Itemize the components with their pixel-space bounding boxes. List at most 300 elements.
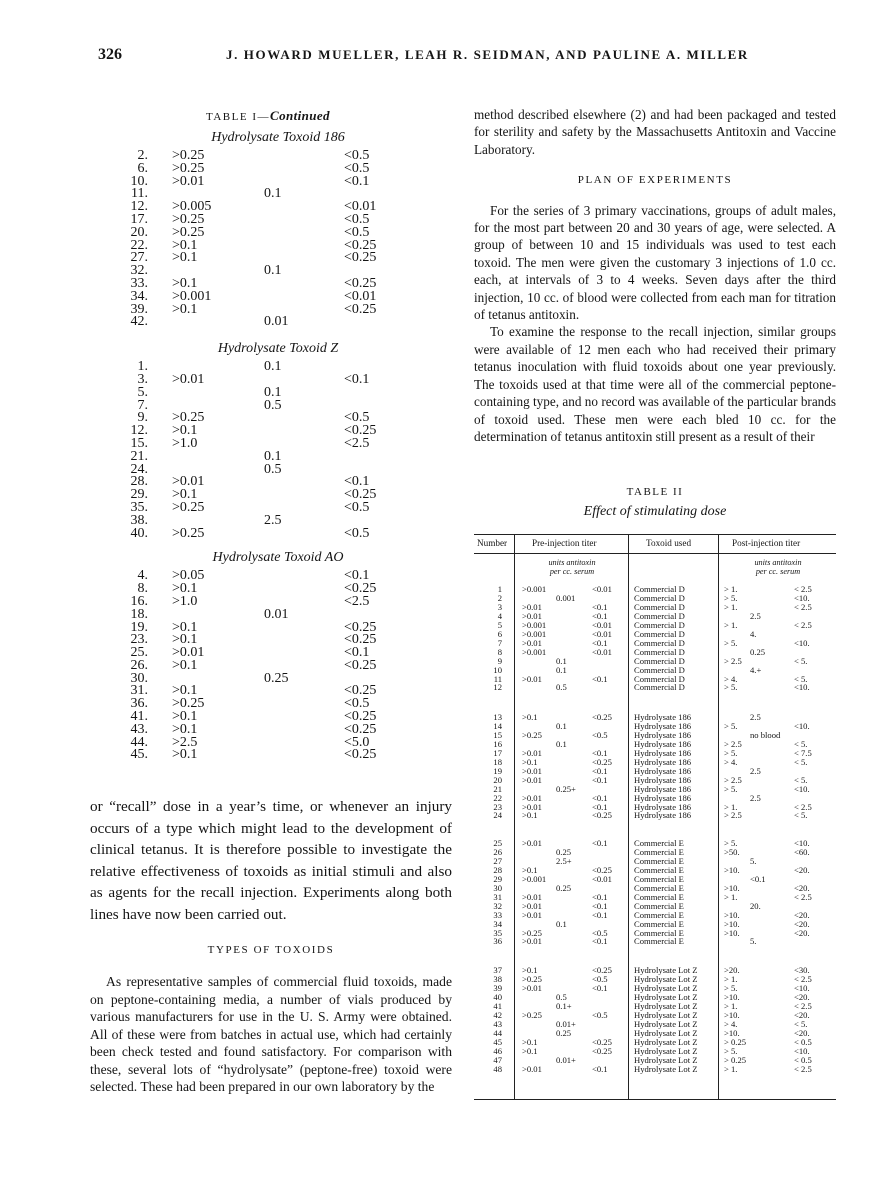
table-rule-header — [474, 553, 836, 554]
cell-post: <0.25 — [344, 581, 377, 597]
units-label-pre: units antitoxin per cc. serum — [548, 558, 596, 576]
cell-pre: >0.1 — [172, 301, 198, 317]
cell-pre: >0.1 — [172, 423, 198, 439]
cell-t: Hydrolysate 186 — [634, 792, 692, 803]
cell-n: 5 — [497, 619, 502, 630]
cell-num: 17. — [130, 211, 148, 227]
cell-p1: >0.01 — [522, 610, 542, 621]
table-row — [128, 384, 388, 400]
cell-q1: > 1. — [724, 801, 738, 812]
cell-t: Hydrolysate Lot Z — [634, 1054, 698, 1065]
cell-q3: < 5. — [794, 673, 808, 684]
cell-p3: <0.25 — [592, 810, 612, 821]
cell-q3: < 2.5 — [794, 619, 812, 630]
cell-t: Hydrolysate Lot Z — [634, 1018, 698, 1029]
cell-n: 14 — [493, 720, 502, 731]
cell-t: Commercial D — [634, 584, 685, 594]
table-row — [474, 1056, 836, 1065]
cell-pre: >1.0 — [172, 435, 198, 451]
cell-n: 36 — [493, 936, 502, 947]
cell-p1: >0.1 — [522, 712, 538, 722]
cell-p3: <0.1 — [592, 610, 608, 621]
cell-n: 11 — [493, 673, 502, 684]
cell-q3: < 5. — [794, 774, 808, 785]
cell-q1: > 4. — [724, 673, 738, 684]
cell-num: 5. — [137, 384, 148, 400]
cell-pre: >0.25 — [172, 211, 205, 227]
cell-q1: >10. — [724, 991, 740, 1002]
cell-num: 25. — [130, 645, 148, 661]
cell-n: 44 — [493, 1027, 502, 1038]
cell-p3: <0.01 — [592, 619, 612, 630]
cell-pre: >0.25 — [172, 148, 205, 163]
cell-p1: >0.001 — [522, 873, 547, 884]
cell-post: <0.01 — [344, 199, 377, 215]
table-row — [474, 767, 836, 776]
cell-q3: <10. — [794, 682, 810, 693]
cell-pre: >0.1 — [172, 581, 198, 597]
cell-q2: 0.25 — [750, 646, 766, 657]
cell-t: Commercial D — [634, 673, 685, 684]
cell-num: 43. — [130, 721, 148, 737]
cell-t: Hydrolysate Lot Z — [634, 1000, 698, 1011]
cell-n: 16 — [493, 738, 502, 749]
cell-t: Commercial D — [634, 601, 685, 612]
cell-p1: >0.1 — [522, 864, 538, 875]
cell-post: <0.5 — [344, 499, 370, 515]
cell-t: Hydrolysate 186 — [634, 738, 692, 749]
cell-p1: >0.01 — [522, 637, 542, 648]
cell-n: 17 — [493, 747, 502, 758]
cell-q2: no blood — [750, 729, 781, 740]
table-row — [128, 301, 388, 317]
cell-pre: >0.1 — [172, 709, 198, 725]
cell-p1: >0.25 — [522, 973, 542, 984]
left-column-text — [90, 796, 452, 1096]
cell-num: 39. — [130, 301, 148, 317]
cell-pre: >0.25 — [172, 696, 205, 712]
cell-p2: 0.1 — [556, 918, 567, 929]
cell-q1: > 1. — [724, 601, 738, 612]
cell-p3: <0.25 — [592, 1045, 612, 1056]
cell-q1: >10. — [724, 1009, 740, 1020]
cell-p1: >0.01 — [522, 601, 542, 612]
cell-q1: >10. — [724, 864, 740, 875]
cell-n: 4 — [497, 610, 502, 621]
cell-t: Hydrolysate 186 — [634, 756, 692, 767]
cell-pre: >0.1 — [172, 683, 198, 699]
cell-n: 18 — [493, 756, 502, 767]
cell-pre: >0.1 — [172, 721, 198, 737]
cell-q1: > 0.25 — [724, 1036, 747, 1047]
cell-q1: > 5. — [724, 982, 738, 993]
cell-t: Hydrolysate 186 — [634, 765, 692, 776]
cell-n: 1 — [497, 584, 502, 594]
cell-p3: <0.25 — [592, 864, 612, 875]
cell-post: <0.1 — [344, 645, 370, 661]
table-row — [474, 920, 836, 929]
column-header-pre-injection: Pre-injection titer — [532, 538, 597, 548]
cell-q1: >10. — [724, 882, 740, 893]
cell-q1: > 1. — [724, 1000, 738, 1011]
cell-q3: <10. — [794, 783, 810, 794]
cell-p3: <0.5 — [592, 973, 608, 984]
table-row — [474, 639, 836, 648]
cell-q1: >20. — [724, 965, 740, 975]
cell-pre: >0.25 — [172, 224, 205, 240]
table-row — [474, 683, 836, 692]
cell-p2: 0.1 — [556, 720, 567, 731]
cell-p2: 0.1+ — [556, 1000, 572, 1011]
cell-num: 41. — [130, 709, 148, 725]
cell-n: 48 — [493, 1063, 502, 1074]
cell-q3: <60. — [794, 846, 810, 857]
cell-q3: < 2.5 — [794, 1000, 812, 1011]
cell-p3: <0.1 — [592, 900, 608, 911]
cell-p3: <0.1 — [592, 891, 608, 902]
cell-p1: >0.01 — [522, 792, 542, 803]
cell-p3: <0.25 — [592, 965, 612, 975]
cell-t: Commercial D — [634, 646, 685, 657]
cell-p1: >0.1 — [522, 965, 538, 975]
cell-pre: >0.01 — [172, 474, 205, 490]
cell-pre: >0.001 — [172, 288, 212, 304]
cell-q2: 5. — [750, 936, 757, 947]
cell-t: Commercial E — [634, 873, 684, 884]
table-row — [128, 316, 388, 329]
cell-p2: 0.1 — [556, 738, 567, 749]
cell-post: <0.5 — [344, 410, 370, 426]
cell-p3: <0.1 — [592, 673, 608, 684]
cell-mid: 0.1 — [264, 359, 282, 375]
table-row — [128, 435, 388, 451]
cell-p2: 0.01+ — [556, 1018, 576, 1029]
cell-p2: 0.25 — [556, 846, 572, 857]
cell-mid: 0.1 — [264, 448, 282, 464]
cell-t: Hydrolysate Lot Z — [634, 1063, 698, 1074]
cell-num: 24. — [130, 461, 148, 477]
cell-post: <0.25 — [344, 237, 377, 253]
cell-t: Hydrolysate Lot Z — [634, 973, 698, 984]
cell-p1: >0.01 — [522, 936, 542, 947]
cell-n: 27 — [493, 855, 502, 866]
cell-q3: < 5. — [794, 756, 808, 767]
cell-q1: > 5. — [724, 1045, 738, 1056]
cell-q1: > 1. — [724, 1063, 738, 1074]
cell-p1: >0.25 — [522, 927, 542, 938]
cell-t: Commercial E — [634, 891, 684, 902]
cell-post: <0.25 — [344, 632, 377, 648]
table-row — [474, 657, 836, 666]
table-row — [128, 525, 388, 541]
cell-p2: 0.01+ — [556, 1054, 576, 1065]
cell-t: Commercial E — [634, 838, 684, 848]
cell-n: 46 — [493, 1045, 502, 1056]
cell-n: 42 — [493, 1009, 502, 1020]
body-paragraph: method described elsewhere (2) and had been packaged and tested for sterility and safety by the Massachusetts Antitoxin and Vaccine Laboratory. — [474, 107, 836, 157]
cell-n: 22 — [493, 792, 502, 803]
cell-n: 19 — [493, 765, 502, 776]
cell-q1: > 5. — [724, 720, 738, 731]
cell-p2: 0.1 — [556, 664, 567, 675]
cell-q3: < 2.5 — [794, 801, 812, 812]
cell-n: 2 — [497, 593, 502, 603]
table-row — [474, 1029, 836, 1038]
cell-mid: 0.01 — [264, 606, 289, 622]
cell-n: 29 — [493, 873, 502, 884]
cell-n: 32 — [493, 900, 502, 911]
cell-t: Commercial E — [634, 855, 684, 866]
table-1-group-title: Hydrolysate Toxoid Z — [217, 341, 339, 357]
cell-pre: >2.5 — [172, 734, 198, 750]
cell-pre: >0.1 — [172, 237, 198, 253]
table-row — [474, 776, 836, 785]
cell-p1: >0.1 — [522, 756, 538, 767]
cell-num: 1. — [137, 359, 148, 375]
cell-mid: 0.5 — [264, 397, 282, 413]
table-2 — [474, 534, 836, 1104]
cell-num: 7. — [137, 397, 148, 413]
cell-q3: <20. — [794, 991, 810, 1002]
cell-p1: >0.01 — [522, 673, 542, 684]
cell-post: <0.01 — [344, 288, 377, 304]
table-rule-bottom — [474, 1099, 836, 1100]
cell-post: <0.25 — [344, 301, 377, 317]
cell-post: <2.5 — [344, 435, 370, 451]
table-row — [128, 657, 388, 673]
cell-p3: <0.01 — [592, 873, 612, 884]
cell-num: 28. — [130, 474, 148, 490]
cell-pre: >0.01 — [172, 645, 205, 661]
cell-n: 6 — [497, 628, 502, 639]
cell-t: Commercial E — [634, 909, 684, 920]
table-row — [474, 893, 836, 902]
cell-post: <0.5 — [344, 148, 370, 163]
cell-num: 33. — [130, 275, 148, 291]
table-row — [474, 785, 836, 794]
table-row — [128, 499, 388, 515]
table-row — [474, 1038, 836, 1047]
cell-num: 18. — [130, 606, 148, 622]
cell-t: Hydrolysate 186 — [634, 783, 692, 794]
cell-n: 10 — [493, 664, 502, 675]
cell-pre: >0.25 — [172, 160, 205, 176]
column-header-post-injection: Post-injection titer — [732, 538, 801, 548]
cell-t: Hydrolysate 186 — [634, 712, 692, 722]
cell-p3: <0.1 — [592, 765, 608, 776]
cell-q1: >10. — [724, 918, 740, 929]
cell-mid: 0.25 — [264, 670, 289, 686]
cell-p1: >0.01 — [522, 747, 542, 758]
cell-n: 23 — [493, 801, 502, 812]
cell-n: 41 — [493, 1000, 502, 1011]
cell-q3: <10. — [794, 720, 810, 731]
body-paragraph: or “recall” dose in a year’s time, or whenever an injury occurs of a type which might lead to the development of clinical tetanus. It is therefore possible to investigate the relative effectiveness of toxoids as initial stimuli and also as agents for the recall injection. Experiments along both lines have now been carried out. — [90, 798, 452, 923]
cell-t: Hydrolysate 186 — [634, 720, 692, 731]
cell-n: 26 — [493, 846, 502, 857]
cell-q1: > 5. — [724, 838, 738, 848]
cell-post: <0.25 — [344, 683, 377, 699]
cell-n: 35 — [493, 927, 502, 938]
cell-t: Hydrolysate 186 — [634, 774, 692, 785]
cell-num: 11. — [131, 186, 148, 202]
cell-num: 35. — [130, 499, 148, 515]
cell-q2: 4. — [750, 628, 757, 639]
cell-pre: >0.1 — [172, 250, 198, 266]
cell-post: <0.5 — [344, 160, 370, 176]
cell-t: Commercial E — [634, 846, 684, 857]
cell-n: 25 — [493, 838, 502, 848]
cell-q1: > 4. — [724, 756, 738, 767]
cell-p3: <0.1 — [592, 1063, 608, 1074]
cell-num: 40. — [130, 525, 148, 541]
cell-mid: 0.01 — [264, 314, 289, 330]
cell-p3: <0.5 — [592, 1009, 608, 1020]
cell-post: <0.25 — [344, 721, 377, 737]
cell-q1: > 1. — [724, 973, 738, 984]
cell-post: <0.25 — [344, 487, 377, 503]
cell-t: Hydrolysate 186 — [634, 810, 692, 821]
cell-q1: > 5. — [724, 682, 738, 693]
cell-n: 37 — [493, 965, 502, 975]
cell-t: Commercial E — [634, 927, 684, 938]
cell-post: <0.1 — [344, 371, 370, 387]
table-row — [474, 937, 836, 946]
cell-q2: 2.5 — [750, 792, 761, 803]
cell-q2: <0.1 — [750, 873, 766, 884]
cell-num: 22. — [130, 237, 148, 253]
cell-pre: >1.0 — [172, 593, 198, 609]
cell-q3: < 5. — [794, 738, 808, 749]
cell-q3: < 7.5 — [794, 747, 812, 758]
cell-q1: > 5. — [724, 593, 738, 603]
cell-t: Commercial E — [634, 882, 684, 893]
cell-t: Commercial D — [634, 619, 685, 630]
table-row — [128, 448, 388, 464]
cell-num: 27. — [130, 250, 148, 266]
cell-post: <0.5 — [344, 696, 370, 712]
cell-q1: > 4. — [724, 1018, 738, 1029]
cell-n: 28 — [493, 864, 502, 875]
cell-t: Hydrolysate Lot Z — [634, 1036, 698, 1047]
table-row — [474, 1047, 836, 1056]
cell-n: 3 — [497, 601, 502, 612]
running-head-authors: J. HOWARD MUELLER, LEAH R. SEIDMAN, AND PAULINE A. MILLER — [226, 47, 749, 62]
table-row — [128, 593, 388, 609]
cell-n: 24 — [493, 810, 502, 821]
cell-q2: 2.5 — [750, 765, 761, 776]
cell-p1: >0.01 — [522, 909, 542, 920]
cell-q3: < 2.5 — [794, 601, 812, 612]
cell-num: 4. — [137, 568, 148, 584]
cell-n: 45 — [493, 1036, 502, 1047]
cell-q1: > 2.5 — [724, 810, 742, 821]
cell-p3: <0.01 — [592, 628, 612, 639]
cell-post: <0.1 — [344, 474, 370, 490]
cell-n: 21 — [493, 783, 502, 794]
cell-num: 12. — [130, 423, 148, 439]
cell-n: 31 — [493, 891, 502, 902]
cell-p1: >0.001 — [522, 628, 547, 639]
cell-p1: >0.1 — [522, 1045, 538, 1056]
cell-num: 30. — [130, 670, 148, 686]
cell-q2: 4.+ — [750, 664, 762, 675]
cell-p3: <0.1 — [592, 838, 608, 848]
cell-p1: >0.001 — [522, 584, 547, 594]
table-1-group-title: Hydrolysate Toxoid 186 — [211, 130, 345, 145]
column-header-toxoid: Toxoid used — [646, 538, 692, 548]
cell-p2: 0.001 — [556, 593, 576, 603]
table-row — [128, 173, 388, 189]
cell-num: 23. — [130, 632, 148, 648]
table-row — [128, 371, 388, 387]
cell-p2: 0.1 — [556, 655, 567, 666]
cell-p3: <0.1 — [592, 801, 608, 812]
cell-q3: <10. — [794, 982, 810, 993]
cell-pre: >0.25 — [172, 499, 205, 515]
cell-p3: <0.1 — [592, 601, 608, 612]
cell-p3: <0.5 — [592, 729, 608, 740]
page-number: 326 — [98, 46, 122, 63]
cell-post: <0.25 — [344, 657, 377, 673]
cell-q3: <10. — [794, 637, 810, 648]
cell-p3: <0.1 — [592, 982, 608, 993]
cell-num: 6. — [137, 160, 148, 176]
table-1-title: TABLE I—Continued — [206, 108, 330, 123]
cell-q3: <20. — [794, 1009, 810, 1020]
cell-post: <0.1 — [344, 568, 370, 584]
cell-p1: >0.25 — [522, 1009, 542, 1020]
cell-t: Hydrolysate Lot Z — [634, 982, 698, 993]
cell-q3: < 0.5 — [794, 1054, 812, 1065]
cell-p2: 2.5+ — [556, 855, 572, 866]
cell-q1: > 2.5 — [724, 655, 742, 666]
cell-pre: >0.25 — [172, 410, 205, 426]
cell-num: 26. — [130, 657, 148, 673]
cell-q3: < 5. — [794, 1018, 808, 1029]
cell-t: Hydrolysate 186 — [634, 801, 692, 812]
cell-num: 38. — [130, 512, 148, 528]
table-row — [474, 1020, 836, 1029]
cell-n: 40 — [493, 991, 502, 1002]
cell-q3: < 5. — [794, 810, 808, 821]
cell-p1: >0.01 — [522, 982, 542, 993]
cell-q1: > 1. — [724, 891, 738, 902]
body-paragraph: For the series of 3 primary vaccinations, groups of adult males, for the most part between 20 and 30 years of age, were selected. A group of between 10 and 15 individuals was used to test each toxoid. The men were given the customary 3 injections of 1.0 cc. each, at intervals of 3 to 4 weeks. Seven days after the third injection, 10 cc. of blood were collected from each man for titration of tetanus antitoxin. — [474, 202, 836, 323]
cell-q3: < 5. — [794, 655, 808, 666]
cell-q3: <20. — [794, 909, 810, 920]
cell-num: 19. — [130, 619, 148, 635]
cell-p3: <0.1 — [592, 747, 608, 758]
cell-num: 45. — [130, 747, 148, 763]
cell-num: 16. — [130, 593, 148, 609]
cell-t: Commercial D — [634, 637, 685, 648]
cell-num: 2. — [137, 148, 148, 163]
cell-t: Hydrolysate Lot Z — [634, 1027, 698, 1038]
cell-p3: <0.25 — [592, 712, 612, 722]
cell-q2: 2.5 — [750, 712, 761, 722]
cell-q3: < 2.5 — [794, 1063, 812, 1074]
section-heading-plan-of-experiments: PLAN OF EXPERIMENTS — [577, 174, 733, 187]
cell-pre: >0.1 — [172, 619, 198, 635]
cell-q3: <20. — [794, 882, 810, 893]
cell-t: Commercial D — [634, 610, 685, 621]
section-heading-types-of-toxoids: TYPES OF TOXOIDS — [207, 943, 335, 956]
cell-q3: < 2.5 — [794, 584, 812, 594]
cell-t: Commercial D — [634, 628, 685, 639]
cell-t: Hydrolysate Lot Z — [634, 1045, 698, 1056]
cell-pre: >0.1 — [172, 275, 198, 291]
